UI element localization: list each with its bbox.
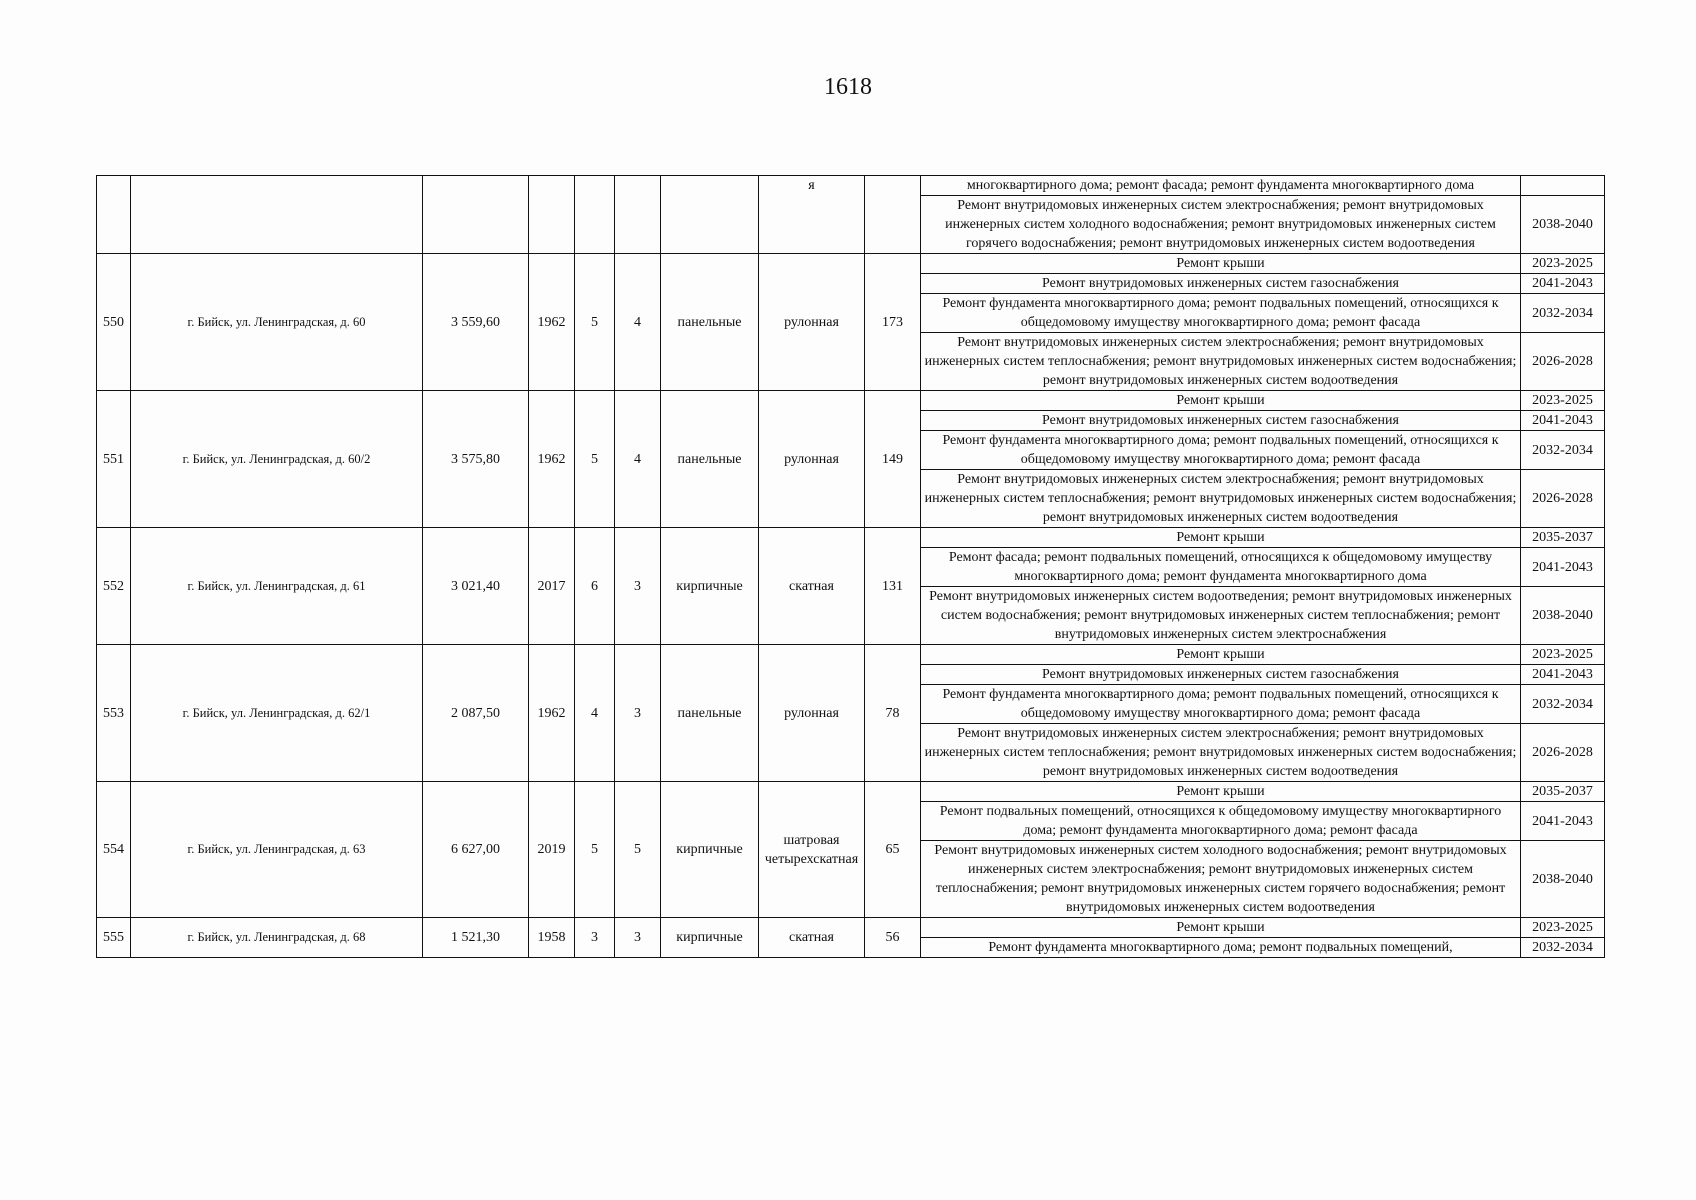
cell-residents: 173 (865, 254, 921, 391)
cell-period: 2038-2040 (1521, 587, 1605, 645)
cell-period: 2041-2043 (1521, 548, 1605, 587)
cell-period: 2026-2028 (1521, 724, 1605, 782)
cell-period: 2023-2025 (1521, 645, 1605, 665)
cell-area: 3 021,40 (423, 528, 529, 645)
cell-roof: шатровая четырехскатная (759, 782, 865, 918)
cell-number: 555 (97, 918, 131, 958)
cell-floors (575, 176, 615, 254)
cell-work: Ремонт внутридомовых инженерных систем электроснабжения; ремонт внутридомовых инженерных систем теплоснабжения; ремонт внутридомовых инженерных систем водоснабжения; ремонт внутридомовых инженерных систем водоотведения (921, 470, 1521, 528)
cell-year: 1962 (529, 391, 575, 528)
cell-address: г. Бийск, ул. Ленинградская, д. 60/2 (131, 391, 423, 528)
cell-floors: 3 (575, 918, 615, 958)
cell-address: г. Бийск, ул. Ленинградская, д. 60 (131, 254, 423, 391)
cell-period: 2023-2025 (1521, 254, 1605, 274)
cell-work: Ремонт внутридомовых инженерных систем газоснабжения (921, 274, 1521, 294)
cell-period: 2035-2037 (1521, 782, 1605, 802)
cell-entrances: 5 (615, 782, 661, 918)
cell-roof: скатная (759, 528, 865, 645)
cell-number: 550 (97, 254, 131, 391)
cell-number: 553 (97, 645, 131, 782)
cell-work: Ремонт внутридомовых инженерных систем электроснабжения; ремонт внутридомовых инженерных систем холодного водоснабжения; ремонт внутридомовых инженерных систем горячего водоснабжения; ремонт внутридомовых инженерных систем водоотведения (921, 196, 1521, 254)
cell-work: Ремонт фундамента многоквартирного дома; ремонт подвальных помещений, относящихся к общедомовому имуществу многоквартирного дома; ремонт фасада (921, 294, 1521, 333)
cell-period: 2026-2028 (1521, 333, 1605, 391)
cell-address: г. Бийск, ул. Ленинградская, д. 63 (131, 782, 423, 918)
cell-walls: кирпичные (661, 782, 759, 918)
cell-entrances: 3 (615, 528, 661, 645)
cell-number (97, 176, 131, 254)
cell-walls: панельные (661, 254, 759, 391)
cell-period: 2041-2043 (1521, 665, 1605, 685)
cell-address: г. Бийск, ул. Ленинградская, д. 62/1 (131, 645, 423, 782)
cell-period: 2032-2034 (1521, 685, 1605, 724)
repair-schedule-table (96, 175, 1605, 958)
cell-year: 2019 (529, 782, 575, 918)
table-row (97, 918, 1605, 938)
cell-roof: скатная (759, 918, 865, 958)
cell-area: 3 575,80 (423, 391, 529, 528)
cell-work: многоквартирного дома; ремонт фасада; ремонт фундамента многоквартирного дома (921, 176, 1521, 196)
cell-period: 2041-2043 (1521, 411, 1605, 431)
cell-work: Ремонт фундамента многоквартирного дома; ремонт подвальных помещений, (921, 938, 1521, 958)
cell-period: 2041-2043 (1521, 274, 1605, 294)
cell-work: Ремонт внутридомовых инженерных систем электроснабжения; ремонт внутридомовых инженерных систем теплоснабжения; ремонт внутридомовых инженерных систем водоснабжения; ремонт внутридомовых инженерных систем водоотведения (921, 724, 1521, 782)
cell-walls: кирпичные (661, 918, 759, 958)
cell-work: Ремонт крыши (921, 528, 1521, 548)
cell-number: 551 (97, 391, 131, 528)
cell-year: 2017 (529, 528, 575, 645)
cell-period (1521, 176, 1605, 196)
continuation-row (97, 176, 1605, 196)
cell-period: 2038-2040 (1521, 196, 1605, 254)
cell-work: Ремонт крыши (921, 391, 1521, 411)
cell-floors: 4 (575, 645, 615, 782)
cell-floors: 5 (575, 782, 615, 918)
cell-period: 2032-2034 (1521, 431, 1605, 470)
table-row (97, 254, 1605, 274)
cell-period: 2038-2040 (1521, 841, 1605, 918)
cell-entrances (615, 176, 661, 254)
cell-area: 1 521,30 (423, 918, 529, 958)
cell-walls: кирпичные (661, 528, 759, 645)
cell-period: 2032-2034 (1521, 938, 1605, 958)
cell-entrances: 3 (615, 645, 661, 782)
cell-work: Ремонт крыши (921, 782, 1521, 802)
cell-residents: 65 (865, 782, 921, 918)
cell-work: Ремонт крыши (921, 645, 1521, 665)
cell-area: 6 627,00 (423, 782, 529, 918)
cell-work: Ремонт внутридомовых инженерных систем холодного водоснабжения; ремонт внутридомовых инженерных систем электроснабжения; ремонт внутридомовых инженерных систем теплоснабжения; ремонт внутридомовых инженерных систем горячего водоснабжения; ремонт внутридомовых инженерных систем водоотведения (921, 841, 1521, 918)
cell-residents: 56 (865, 918, 921, 958)
cell-entrances: 4 (615, 254, 661, 391)
cell-roof: я (759, 176, 865, 254)
table-row (97, 528, 1605, 548)
cell-roof: рулонная (759, 645, 865, 782)
cell-address: г. Бийск, ул. Ленинградская, д. 68 (131, 918, 423, 958)
cell-work: Ремонт фундамента многоквартирного дома; ремонт подвальных помещений, относящихся к общедомовому имуществу многоквартирного дома; ремонт фасада (921, 431, 1521, 470)
cell-year (529, 176, 575, 254)
cell-work: Ремонт внутридомовых инженерных систем газоснабжения (921, 665, 1521, 685)
cell-residents: 131 (865, 528, 921, 645)
cell-period: 2023-2025 (1521, 391, 1605, 411)
table-row (97, 645, 1605, 665)
cell-work: Ремонт внутридомовых инженерных систем водоотведения; ремонт внутридомовых инженерных систем водоснабжения; ремонт внутридомовых инженерных систем теплоснабжения; ремонт внутридомовых инженерных систем электроснабжения (921, 587, 1521, 645)
cell-year: 1962 (529, 645, 575, 782)
cell-period: 2026-2028 (1521, 470, 1605, 528)
cell-walls: панельные (661, 391, 759, 528)
cell-address: г. Бийск, ул. Ленинградская, д. 61 (131, 528, 423, 645)
cell-year: 1958 (529, 918, 575, 958)
cell-work: Ремонт крыши (921, 254, 1521, 274)
cell-work: Ремонт крыши (921, 918, 1521, 938)
cell-work: Ремонт внутридомовых инженерных систем газоснабжения (921, 411, 1521, 431)
cell-number: 552 (97, 528, 131, 645)
cell-period: 2023-2025 (1521, 918, 1605, 938)
cell-period: 2035-2037 (1521, 528, 1605, 548)
cell-work: Ремонт внутридомовых инженерных систем электроснабжения; ремонт внутридомовых инженерных систем теплоснабжения; ремонт внутридомовых инженерных систем водоснабжения; ремонт внутридомовых инженерных систем водоотведения (921, 333, 1521, 391)
cell-area (423, 176, 529, 254)
cell-year: 1962 (529, 254, 575, 391)
cell-residents (865, 176, 921, 254)
cell-roof: рулонная (759, 391, 865, 528)
cell-floors: 6 (575, 528, 615, 645)
cell-work: Ремонт подвальных помещений, относящихся к общедомовому имуществу многоквартирного дома; ремонт фундамента многоквартирного дома; ремонт фасада (921, 802, 1521, 841)
cell-period: 2032-2034 (1521, 294, 1605, 333)
cell-area: 2 087,50 (423, 645, 529, 782)
table-body (97, 176, 1605, 958)
cell-address (131, 176, 423, 254)
cell-residents: 78 (865, 645, 921, 782)
cell-area: 3 559,60 (423, 254, 529, 391)
cell-walls: панельные (661, 645, 759, 782)
table-row (97, 391, 1605, 411)
cell-work: Ремонт фасада; ремонт подвальных помещений, относящихся к общедомовому имуществу многоквартирного дома; ремонт фундамента многоквартирного дома (921, 548, 1521, 587)
page-number: 1618 (824, 74, 872, 100)
table-row (97, 782, 1605, 802)
cell-entrances: 4 (615, 391, 661, 528)
cell-floors: 5 (575, 391, 615, 528)
cell-walls (661, 176, 759, 254)
cell-roof: рулонная (759, 254, 865, 391)
cell-work: Ремонт фундамента многоквартирного дома; ремонт подвальных помещений, относящихся к общедомовому имуществу многоквартирного дома; ремонт фасада (921, 685, 1521, 724)
cell-period: 2041-2043 (1521, 802, 1605, 841)
cell-residents: 149 (865, 391, 921, 528)
cell-number: 554 (97, 782, 131, 918)
cell-floors: 5 (575, 254, 615, 391)
cell-entrances: 3 (615, 918, 661, 958)
